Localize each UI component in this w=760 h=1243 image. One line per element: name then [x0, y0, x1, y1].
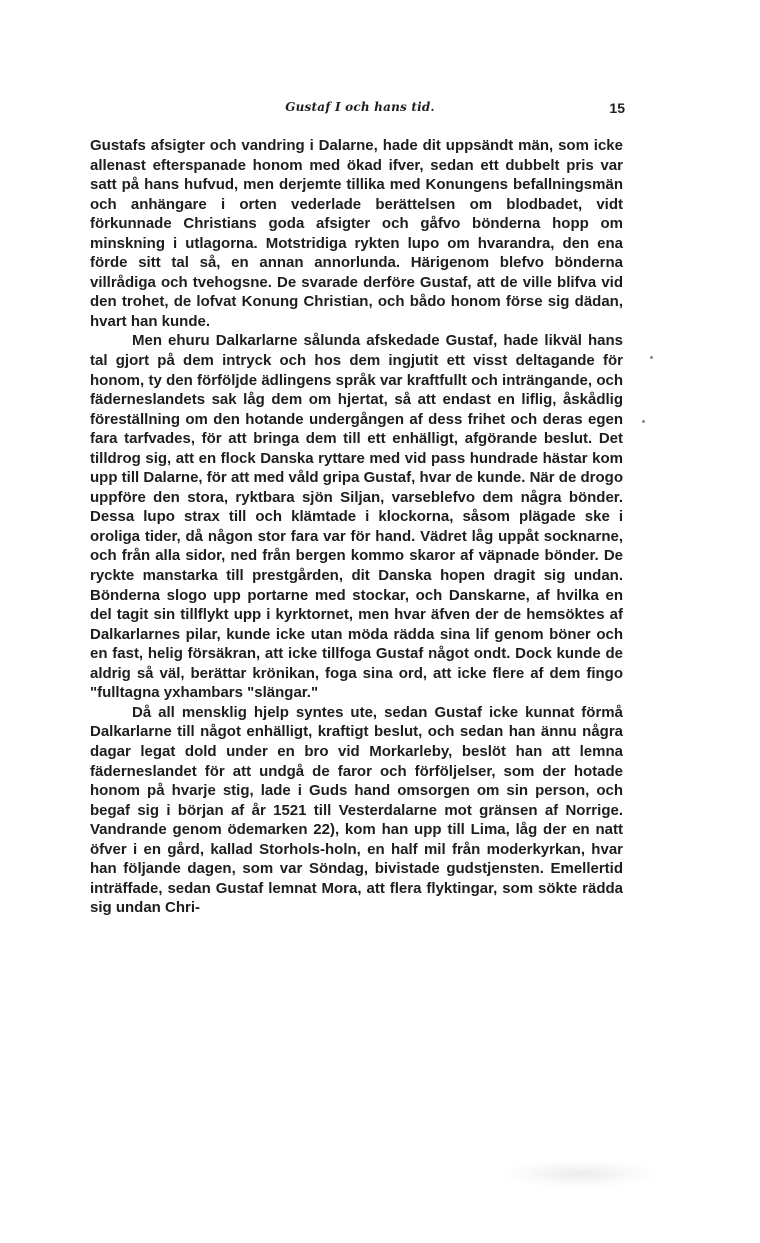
ink-speck	[642, 420, 645, 423]
page-number: 15	[609, 100, 625, 116]
body-text	[90, 136, 623, 918]
paragraph-1: Gustafs afsigter och vandring i Dalarne, hade dit uppsändt män, som icke allenast efterspanade honom med ökad ifver, sedan ett dubbelt pris var satt på hans hufvud, men derjemte tillika med Konungens befallningsmän och anhängare i orten vederlade berättelsen om blodbadet, vidt förkunnade Christians goda afsigter och gåfvo bönderna hopp om minskning i utlagorna. Motstridiga rykten lupo om hvarandra, den ena förde sitt tal så, en annan annorlunda. Härigenom blefvo bönderna villrådiga och tvehogsne. De svarade derföre Gustaf, att de ville blifva vid den trohet, de lofvat Konung Christian, och bådo honom förse sig dädan, hvart han kunde.	[90, 137, 623, 330]
running-title: Gustaf I och hans tid.	[285, 100, 435, 114]
paragraph-3: Då all mensklig hjelp syntes ute, sedan Gustaf icke kunnat förmå Dalkarlarne till något enhälligt, kraftigt beslut, och sedan han ännu några dagar legat dold under en bro vid Morkarleby, beslöt han att lemna fäderneslandet för att undgå de faror och förföljelser, som der hotade honom på hvarje stig, lade i Guds hand omsorgen om sin person, och begaf sig i början af år 1521 till Vesterdalarne mot gränsen af Norrige. Vandrande genom ödemarken 22), kom han upp till Lima, låg der en natt öfver i en gård, kallad Storhols-holn, en half mil från moderkyrkan, hvar han följande dagen, som var Söndag, bivistade gudstjensten. Emellertid inträffade, sedan Gustaf lemnat Mora, att flera flyktingar, som sökte rädda sig undan Chri-	[90, 703, 623, 917]
faded-library-stamp	[505, 1160, 655, 1188]
running-head	[95, 100, 625, 124]
paragraph-2: Men ehuru Dalkarlarne sålunda afskedade Gustaf, hade likväl hans tal gjort på dem intryck och hos dem ingjutit ett visst deltagande för honom, ty den förföljde ädlingens språk var kraftfullt och inträngande, och fäderneslandets sak låg dem om hjertat, så att endast en liflig, åskådlig föreställning om den hotande undergången af dess frihet och deras egen fara tarfvades, för att bringa dem till ett enhälligt, afgörande beslut. Det tilldrog sig, att en flock Danska ryttare med vid pass hundrade hästar kom upp till Dalarne, för att med våld gripa Gustaf, hvar de kunde. När de drogo uppföre den stora, ryktbara sjön Siljan, varseblefvo dem några bönder. Dessa lupo strax till och klämtade i klockorna, såsom plägade ske i oroliga tider, då någon stor fara var för hand. Vädret låg uppåt socknarne, och från alla sidor, ned från bergen kommo skaror af väpnade bönder. De ryckte manstarka till prestgården, dit Danska hopen dragit sig undan. Bönderna slogo upp portarne med stockar, och Danskarne, af hvilka en del tagit sin tillflykt upp i kyrktornet, men hvar äfven der de hemsöktes af Dalkarlarnes pilar, kunde icke utan möda rädda sina lif genom böner och en fast, helig försäkran, att icke tillfoga Gustaf något ondt. Dock kunde de aldrig så väl, berättar krönikan, foga sina ord, att icke flere af dem fingo "fulltagna yxhambars "slängar."	[90, 332, 623, 702]
ink-speck	[650, 356, 653, 359]
